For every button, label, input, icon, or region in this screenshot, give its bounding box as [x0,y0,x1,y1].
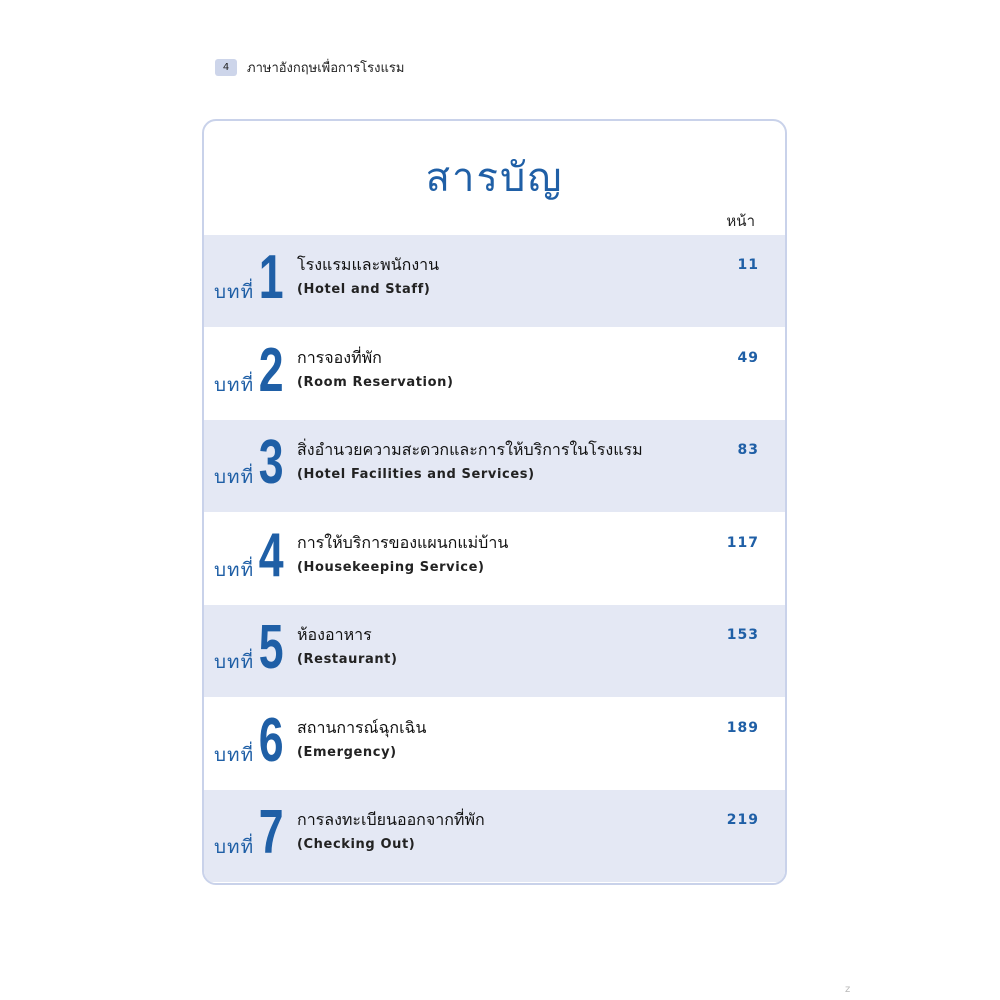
toc-row-chapter-1[interactable] [204,235,785,328]
chapter-title-english: (Restaurant) [297,652,398,667]
chapter-title-thai: ห้องอาหาร [297,625,372,644]
chapter-title-english: (Hotel and Staff) [297,282,431,297]
chapter-title-thai: สิ่งอำนวยความสะดวกและการให้บริการในโรงแรม [297,440,643,459]
toc-title: สารบัญ [425,155,564,201]
chapter-title-thai: การจองที่พัก [297,347,382,367]
chapter-prefix: บทที่ [214,281,255,303]
chapter-prefix: บทที่ [214,651,255,673]
toc-list [204,235,785,883]
corner-mark: z [845,984,851,995]
chapter-title-thai: โรงแรมและพนักงาน [297,255,440,274]
chapter-prefix: บทที่ [214,558,255,581]
chapter-title-thai: สถานการณ์ฉุกเฉิน [297,717,427,737]
chapter-page-number: 117 [726,534,759,551]
running-header-title: ภาษาอังกฤษเพื่อการโรงแรม [247,60,405,76]
chapter-title-english: (Checking Out) [297,837,416,852]
chapter-page-number: 219 [726,812,759,828]
chapter-number: 4 [258,520,284,590]
chapter-prefix: บทที่ [214,836,255,858]
chapter-title-english: (Emergency) [297,744,397,760]
chapter-number: 2 [258,335,284,405]
chapter-title-english: (Hotel Facilities and Services) [297,467,535,482]
chapter-prefix: บทที่ [214,373,255,396]
chapter-title-english: (Housekeeping Service) [297,559,485,575]
toc-row-chapter-2[interactable] [204,328,785,421]
page-column-label: หน้า [726,212,755,230]
table-of-contents-card [202,119,787,885]
chapter-page-number: 189 [726,719,759,736]
chapter-title-thai: การลงทะเบียนออกจากที่พัก [297,810,485,829]
chapter-prefix: บทที่ [214,743,255,766]
chapter-page-number: 83 [737,442,759,458]
toc-row-chapter-6[interactable] [204,698,785,791]
toc-row-chapter-5[interactable] [204,605,785,698]
chapter-number: 3 [258,428,284,497]
page-number-badge: 4 [215,59,237,76]
toc-row-chapter-4[interactable] [204,513,785,606]
chapter-page-number: 11 [737,257,759,273]
chapter-number: 5 [258,613,284,682]
chapter-number: 1 [258,243,284,312]
running-header [215,58,404,76]
chapter-page-number: 49 [737,349,759,366]
chapter-prefix: บทที่ [214,466,255,488]
toc-row-chapter-7[interactable] [204,790,785,883]
chapter-number: 6 [258,705,284,775]
chapter-number: 7 [258,798,284,867]
toc-row-chapter-3[interactable] [204,420,785,513]
chapter-title-thai: การให้บริการของแผนกแม่บ้าน [297,532,509,552]
chapter-title-english: (Room Reservation) [297,374,454,390]
chapter-page-number: 153 [726,627,759,643]
